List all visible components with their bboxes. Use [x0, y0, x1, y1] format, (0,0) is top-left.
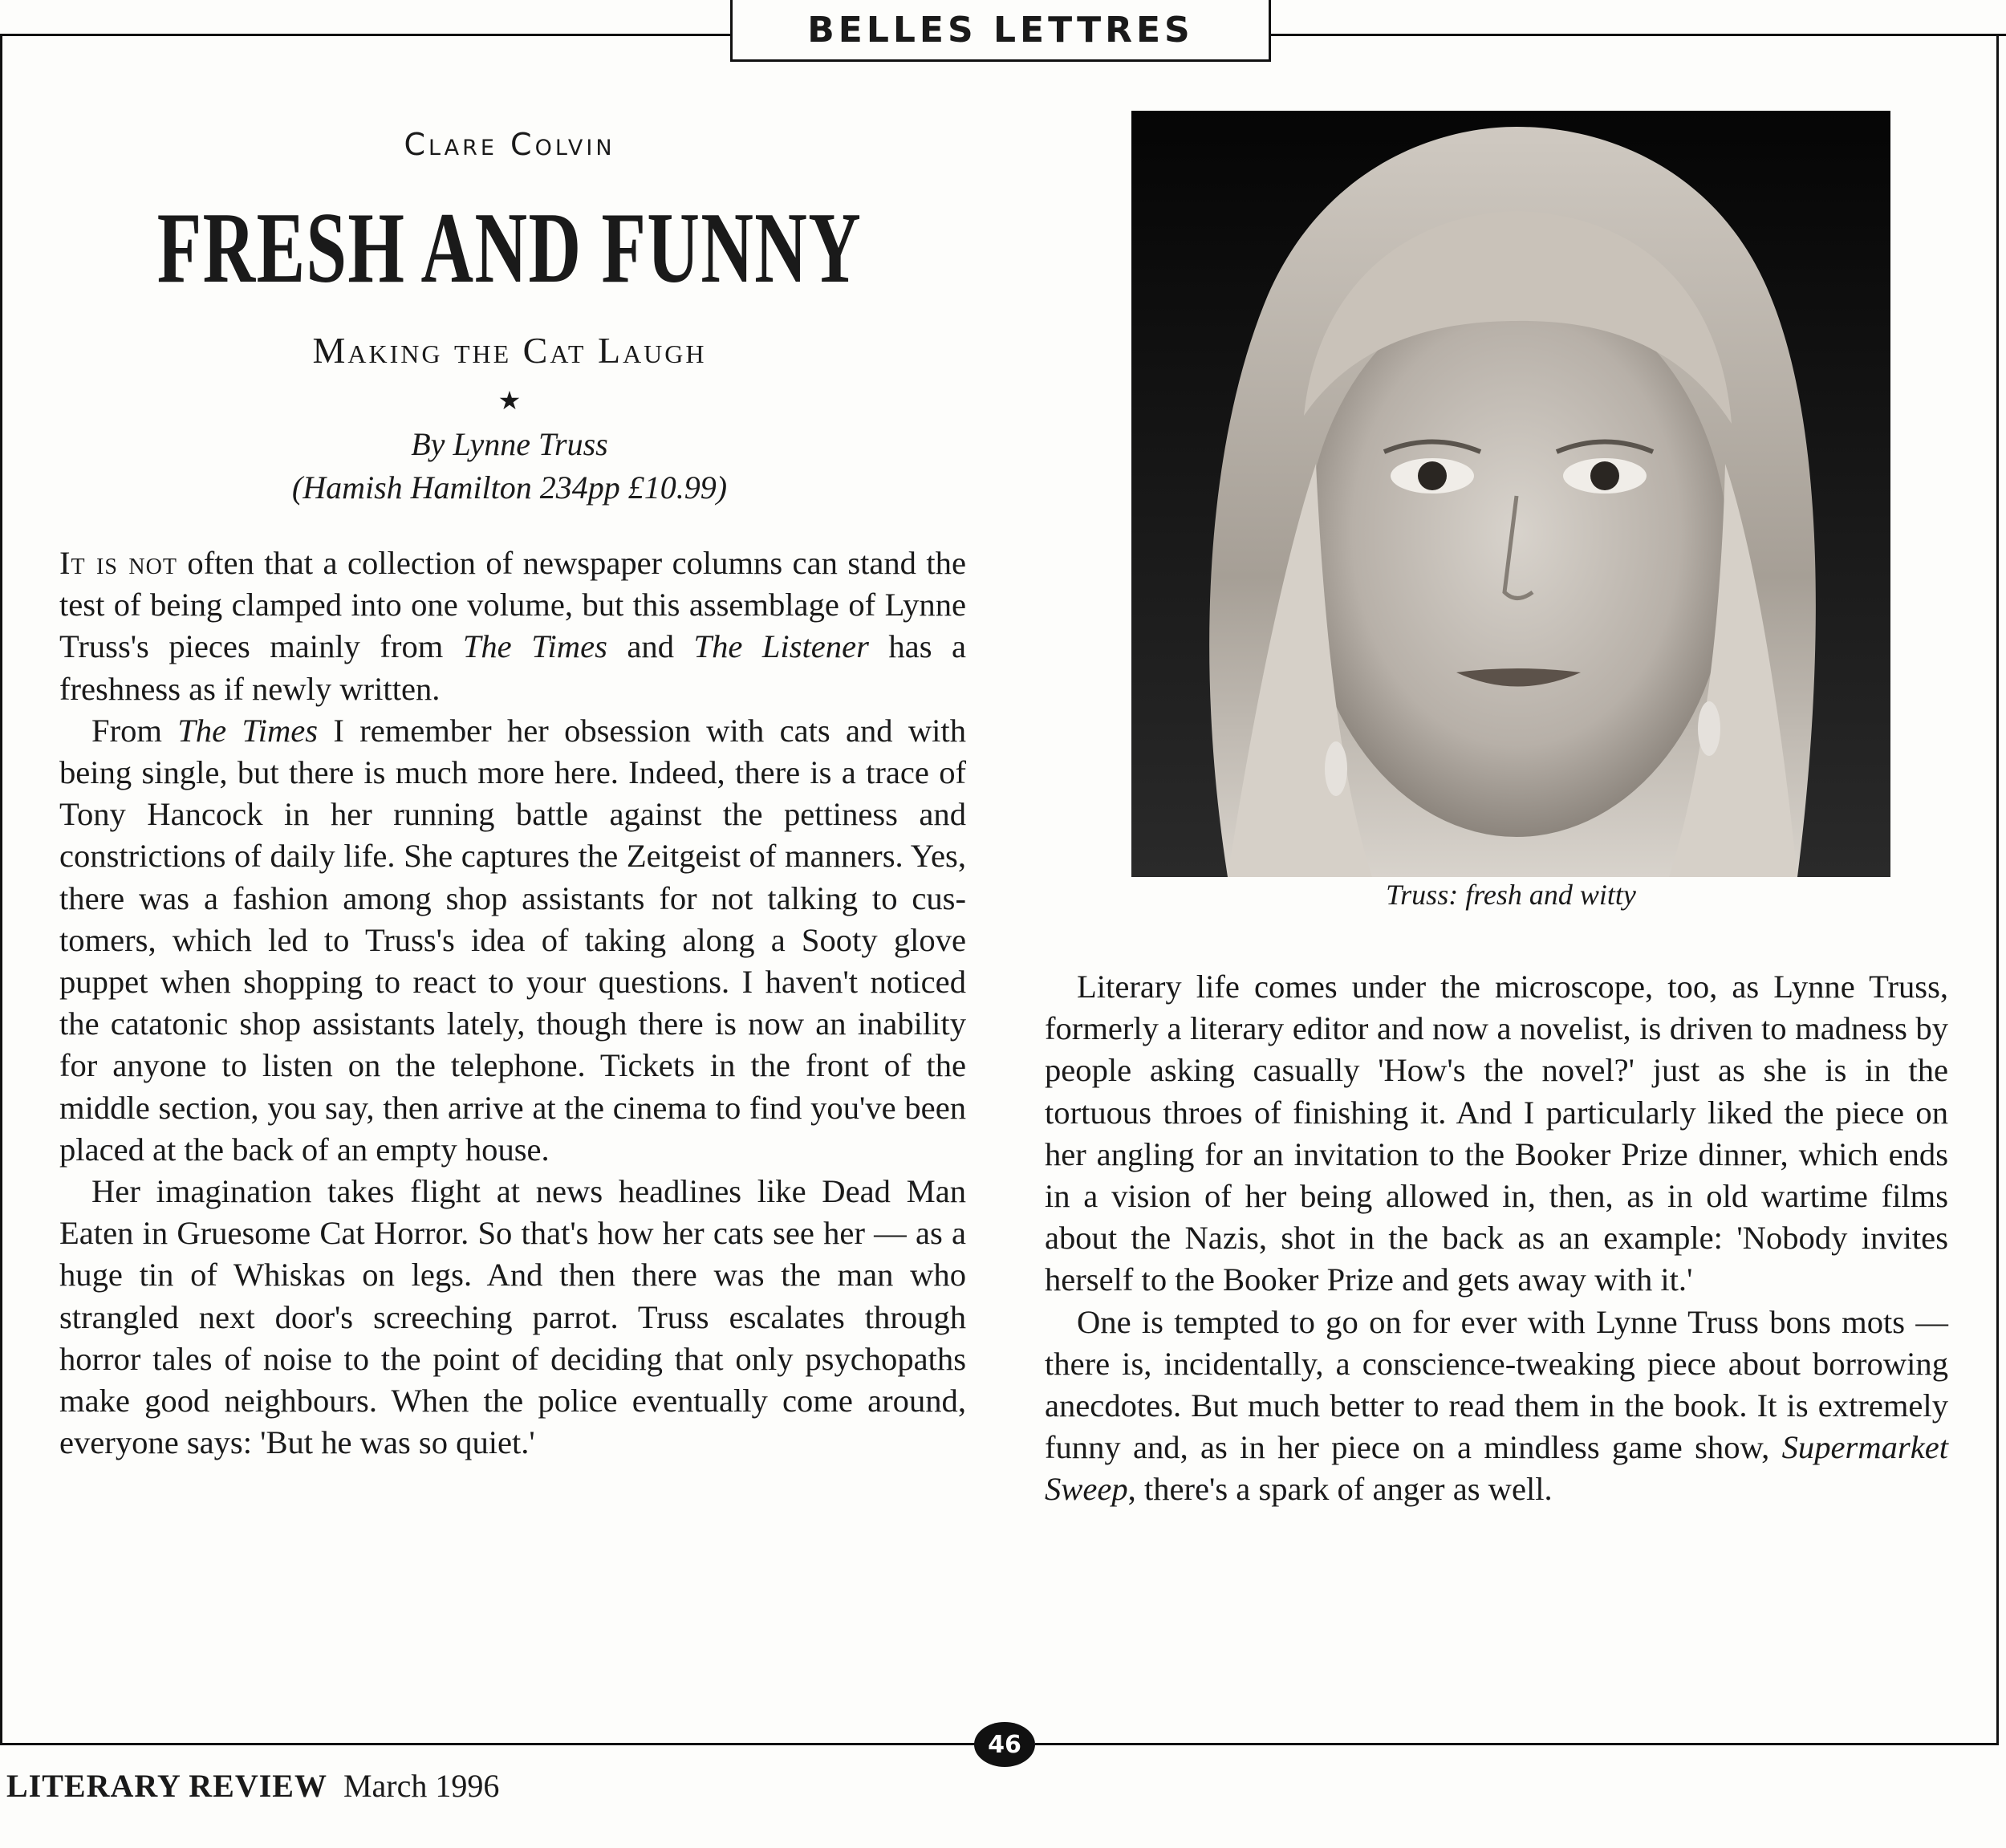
author-portrait-photo [1131, 111, 1890, 877]
left-column [59, 542, 966, 1464]
star-ornament: ★ [497, 386, 522, 415]
text-run: often that a collection of newspaper columns can stand the test of being clamped into one volume, but this assemblage of Lynne Truss's pieces mainly from [59, 545, 966, 665]
text-run: From [91, 712, 178, 749]
italic-title: The Times [462, 628, 607, 665]
article-headline: FRESH AND FUNNY [156, 193, 863, 304]
article-author: Clare Colvin [404, 127, 615, 162]
frame-rule [0, 1743, 975, 1745]
text-run: has a freshness as if newly written. [59, 628, 966, 707]
right-column [1045, 966, 1948, 1511]
issue-date: March 1996 [343, 1768, 500, 1804]
frame-rule [1035, 1743, 1999, 1745]
portrait-illustration [1131, 111, 1890, 877]
lead-in: It is not [59, 545, 177, 581]
text-run: One is tempted to go on for ever with Lynne Truss bons mots — there is, incidentally, a conscience-tweaking piece about borrowing anecdotes. But much better to read them in the book. It is extremely funny and, as in her piece on a mindless game show, [1045, 1303, 1948, 1466]
paragraph [59, 542, 966, 710]
text-run: I remember her obsession with cats and with being single, but there is much more here. Indeed, there is a trace of Tony Hancock in her running battle against the pettiness and constrictions of daily life. She captures the Zeitgeist of manners. Yes, there was a fashion among shop assistants for not talking to customers, which led to Truss's idea of taking along a Sooty glove puppet when shopping to react to your questions. I haven't noticed the catatonic shop assistants lately, though there is now an inability for anyone to listen on the telephone. Tickets in the front of the middle section, you say, then arrive at the cinema to find you've been placed at the back of an empty house. [59, 712, 966, 1168]
photo-caption: Truss: fresh and witty [1386, 879, 1636, 911]
text-run: , there's a spark of anger as well. [1127, 1471, 1553, 1508]
italic-title: The Listener [693, 628, 869, 665]
frame-rule [1268, 34, 2006, 36]
paragraph: Her imagination takes flight at news headlines like Dead Man Eaten in Gruesome Cat Horror. So that's how her cats see her — as a huge tin of Whiskas on legs. And then there was the man who strangled next door's screeching parrot. Truss escalates through horror tales of noise to the point of deciding that only psychopaths make good neighbours. When the police eventually come around, everyone says: 'But he was so quiet.' [59, 1173, 966, 1461]
footer [6, 1767, 499, 1805]
magazine-name: LITERARY REVIEW [6, 1768, 327, 1804]
paragraph [59, 710, 966, 1171]
frame-rule [1996, 34, 1999, 1743]
paragraph: Literary life comes under the microscope, too, as Lynne Truss, formerly a literary editor and now a novelist, is driven to madness by people asking casually 'How's the novel?' just as she is in the tortuous throes of finishing it. And I particularly liked the piece on her angling for an invitation to the Booker Prize dinner, which ends in a vision of her being allowed in, then, as in old wartime films about the Nazis, shot in the back as an example: 'Nobody invites herself to the Booker Prize and gets away with it.' [1045, 969, 1948, 1298]
page-number-badge: 46 [974, 1722, 1035, 1767]
paragraph [1045, 1302, 1948, 1511]
italic-title: Supermarket Sweep [1045, 1429, 1948, 1508]
frame-rule [0, 34, 2, 1743]
book-publisher-info: (Hamish Hamilton 234pp £10.99) [291, 469, 728, 506]
book-byline: By Lynne Truss [411, 426, 608, 462]
text-run: and [607, 628, 694, 665]
italic-title: The Times [177, 712, 319, 749]
book-title: Making the Cat Laugh [312, 330, 707, 371]
frame-rule [0, 34, 730, 36]
section-heading: BELLES LETTRES [730, 0, 1271, 62]
